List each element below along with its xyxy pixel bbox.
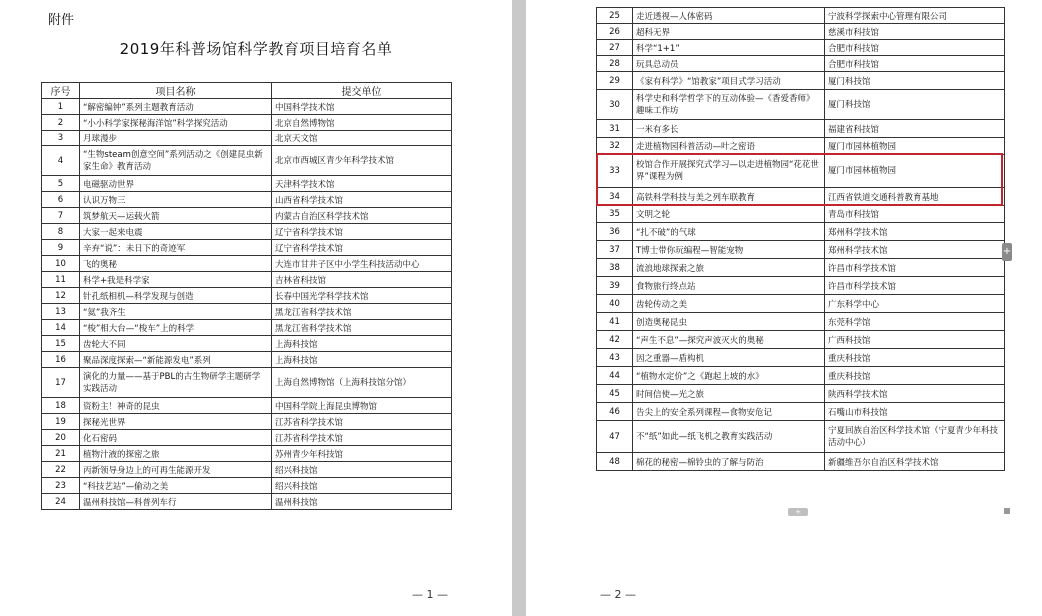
row-project-name: 因之重器—盾构机 bbox=[633, 349, 825, 367]
row-unit: 大连市甘井子区中小学生科技活动中心 bbox=[272, 256, 452, 272]
table-row bbox=[42, 336, 452, 352]
row-project-name: 筑梦航天—运载火箭 bbox=[80, 208, 272, 224]
row-index: 15 bbox=[42, 336, 80, 352]
row-unit: 中国科学技术馆 bbox=[272, 99, 452, 115]
header-project-name: 项目名称 bbox=[80, 83, 272, 99]
row-unit: 中国科学院上海昆虫博物馆 bbox=[272, 398, 452, 414]
row-unit: 广西科技馆 bbox=[825, 331, 1005, 349]
row-project-name: 资粉主！神奇的昆虫 bbox=[80, 398, 272, 414]
row-unit: 苏州青少年科技馆 bbox=[272, 446, 452, 462]
row-index: 4 bbox=[42, 146, 80, 176]
row-unit: 福建省科技馆 bbox=[825, 120, 1005, 138]
row-unit: 北京自然博物馆 bbox=[272, 115, 452, 131]
row-index: 34 bbox=[597, 188, 633, 206]
project-table-page-2 bbox=[596, 7, 1005, 471]
row-unit: 石嘴山市科技馆 bbox=[825, 403, 1005, 421]
row-project-name: 一米有多长 bbox=[633, 120, 825, 138]
row-project-name: 食物旅行终点站 bbox=[633, 277, 825, 295]
row-project-name: 认识万物三 bbox=[80, 192, 272, 208]
row-project-name: 齿轮传动之美 bbox=[633, 295, 825, 313]
row-unit: 宁夏回族自治区科学技术馆（宁夏青少年科技活动中心） bbox=[825, 421, 1005, 453]
page-resize-handle[interactable]: + bbox=[788, 508, 808, 516]
row-project-name: 科学史和科学哲学下的互动体验—《香爱香师》趣味工作坊 bbox=[633, 90, 825, 120]
row-index: 28 bbox=[597, 56, 633, 72]
document-page-1 bbox=[0, 0, 512, 616]
row-unit: 重庆科技馆 bbox=[825, 349, 1005, 367]
table-row bbox=[42, 352, 452, 368]
table-row bbox=[42, 446, 452, 462]
row-project-name: 高铁科学科技与美之列车联教育 bbox=[633, 188, 825, 206]
row-index: 22 bbox=[42, 462, 80, 478]
table-row bbox=[42, 320, 452, 336]
page-number: — 2 — bbox=[600, 588, 636, 601]
row-project-name: 植物汁液的探密之旅 bbox=[80, 446, 272, 462]
row-unit: 许昌市科学技术馆 bbox=[825, 277, 1005, 295]
table-row bbox=[42, 462, 452, 478]
row-index: 7 bbox=[42, 208, 80, 224]
row-index: 8 bbox=[42, 224, 80, 240]
row-index: 35 bbox=[597, 206, 633, 223]
table-row bbox=[597, 295, 1005, 313]
row-index: 41 bbox=[597, 313, 633, 331]
row-index: 33 bbox=[597, 155, 633, 188]
row-index: 13 bbox=[42, 304, 80, 320]
row-index: 25 bbox=[597, 8, 633, 24]
row-project-name: 走近透视—人体密码 bbox=[633, 8, 825, 24]
row-index: 45 bbox=[597, 385, 633, 403]
row-unit: 郑州科学技术馆 bbox=[825, 241, 1005, 259]
row-index: 31 bbox=[597, 120, 633, 138]
row-index: 38 bbox=[597, 259, 633, 277]
row-index: 16 bbox=[42, 352, 80, 368]
row-index: 17 bbox=[42, 368, 80, 398]
row-unit: 辽宁省科学技术馆 bbox=[272, 224, 452, 240]
row-index: 32 bbox=[597, 138, 633, 155]
row-project-name: “生物steam创意空间”系列活动之《创建昆虫新家生命》教育活动 bbox=[80, 146, 272, 176]
table-row bbox=[42, 288, 452, 304]
table-row bbox=[42, 368, 452, 398]
row-project-name: “梭”相大台—“梭车”上的科学 bbox=[80, 320, 272, 336]
row-unit: 上海自然博物馆（上海科技馆分馆） bbox=[272, 368, 452, 398]
row-project-name: 流浪地球探索之旅 bbox=[633, 259, 825, 277]
table-row bbox=[597, 349, 1005, 367]
row-unit: 厦门科技馆 bbox=[825, 90, 1005, 120]
table-row bbox=[597, 155, 1005, 188]
table-row bbox=[597, 385, 1005, 403]
row-index: 43 bbox=[597, 349, 633, 367]
table-row bbox=[597, 367, 1005, 385]
row-project-name: 化石密码 bbox=[80, 430, 272, 446]
row-unit: 山西省科学技术馆 bbox=[272, 192, 452, 208]
row-unit: 郑州科学技术馆 bbox=[825, 223, 1005, 241]
row-project-name: 告尖上的安全系列课程—食物安危记 bbox=[633, 403, 825, 421]
row-index: 46 bbox=[597, 403, 633, 421]
row-project-name: 科学“1+1” bbox=[633, 40, 825, 56]
row-index: 20 bbox=[42, 430, 80, 446]
row-index: 39 bbox=[597, 277, 633, 295]
row-index: 5 bbox=[42, 176, 80, 192]
page-number: — 1 — bbox=[412, 588, 448, 601]
row-unit: 辽宁省科学技术馆 bbox=[272, 240, 452, 256]
row-project-name: 《家有科学》“馆教家”项目式学习活动 bbox=[633, 72, 825, 90]
table-row bbox=[597, 421, 1005, 453]
table-row bbox=[42, 115, 452, 131]
row-index: 21 bbox=[42, 446, 80, 462]
row-unit: 吉林省科技馆 bbox=[272, 272, 452, 288]
row-project-name: 演化的力量——基于PBL的古生物研学主题研学实践活动 bbox=[80, 368, 272, 398]
row-unit: 黑龙江省科学技术馆 bbox=[272, 320, 452, 336]
side-panel-toggle[interactable]: + bbox=[1002, 243, 1012, 261]
row-project-name: 时间信使—光之旅 bbox=[633, 385, 825, 403]
row-unit: 江苏省科学技术馆 bbox=[272, 430, 452, 446]
row-unit: 宁波科学探索中心管理有限公司 bbox=[825, 8, 1005, 24]
row-project-name: 丙新领导身边上的可再生能源开发 bbox=[80, 462, 272, 478]
row-index: 23 bbox=[42, 478, 80, 494]
row-project-name: 辛弃“说”：未日下的奇迹军 bbox=[80, 240, 272, 256]
table-row bbox=[42, 494, 452, 510]
row-project-name: 飞的奥秘 bbox=[80, 256, 272, 272]
table-row bbox=[597, 453, 1005, 471]
row-unit: 青岛市科技馆 bbox=[825, 206, 1005, 223]
row-index: 29 bbox=[597, 72, 633, 90]
row-unit: 温州科技馆 bbox=[272, 494, 452, 510]
row-unit: 重庆科技馆 bbox=[825, 367, 1005, 385]
table-row bbox=[597, 90, 1005, 120]
row-project-name: 玩具总动员 bbox=[633, 56, 825, 72]
table-row bbox=[42, 304, 452, 320]
row-project-name: 超科无界 bbox=[633, 24, 825, 40]
table-row bbox=[42, 208, 452, 224]
table-row bbox=[597, 259, 1005, 277]
row-index: 37 bbox=[597, 241, 633, 259]
row-unit: 上海科技馆 bbox=[272, 336, 452, 352]
table-row bbox=[42, 272, 452, 288]
header-index: 序号 bbox=[42, 83, 80, 99]
row-project-name: 校馆合作开展探究式学习—以走进植物园“花花世界”课程为例 bbox=[633, 155, 825, 188]
row-index: 18 bbox=[42, 398, 80, 414]
row-unit: 新疆维吾尔自治区科学技术馆 bbox=[825, 453, 1005, 471]
table-row bbox=[597, 188, 1005, 206]
row-project-name: 针孔纸相机—科学发现与创造 bbox=[80, 288, 272, 304]
table-row bbox=[597, 40, 1005, 56]
row-index: 10 bbox=[42, 256, 80, 272]
table-row bbox=[42, 478, 452, 494]
row-index: 36 bbox=[597, 223, 633, 241]
row-index: 27 bbox=[597, 40, 633, 56]
row-project-name: 月球漫步 bbox=[80, 131, 272, 146]
table-row bbox=[597, 277, 1005, 295]
row-unit: 黑龙江省科学技术馆 bbox=[272, 304, 452, 320]
row-unit: 北京市西城区青少年科学技术馆 bbox=[272, 146, 452, 176]
row-index: 11 bbox=[42, 272, 80, 288]
project-table-page-1 bbox=[41, 82, 452, 510]
header-unit: 提交单位 bbox=[272, 83, 452, 99]
row-project-name: “小小科学家探秘海洋馆”科学探究活动 bbox=[80, 115, 272, 131]
table-row bbox=[597, 331, 1005, 349]
row-unit: 东莞科学馆 bbox=[825, 313, 1005, 331]
attachment-label: 附件 bbox=[48, 13, 75, 28]
row-unit: 江苏省科学技术馆 bbox=[272, 414, 452, 430]
row-unit: 长春中国光学科学技术馆 bbox=[272, 288, 452, 304]
row-unit: 江西省铁道交通科普教育基地 bbox=[825, 188, 1005, 206]
row-project-name: “扎不破”的气球 bbox=[633, 223, 825, 241]
row-index: 19 bbox=[42, 414, 80, 430]
table-row bbox=[597, 206, 1005, 223]
row-project-name: 齿轮大不同 bbox=[80, 336, 272, 352]
row-index: 24 bbox=[42, 494, 80, 510]
row-index: 42 bbox=[597, 331, 633, 349]
row-unit: 厦门市园林植物园 bbox=[825, 155, 1005, 188]
row-index: 26 bbox=[597, 24, 633, 40]
row-project-name: “解密编钟”系列主题教育活动 bbox=[80, 99, 272, 115]
row-index: 47 bbox=[597, 421, 633, 453]
table-row bbox=[42, 256, 452, 272]
table-row bbox=[597, 8, 1005, 24]
row-index: 3 bbox=[42, 131, 80, 146]
table-row bbox=[42, 192, 452, 208]
row-unit: 合肥市科技馆 bbox=[825, 56, 1005, 72]
row-unit: 绍兴科技馆 bbox=[272, 478, 452, 494]
table-row bbox=[597, 120, 1005, 138]
row-unit: 广东科学中心 bbox=[825, 295, 1005, 313]
row-project-name: 电磁驱动世界 bbox=[80, 176, 272, 192]
row-unit: 许昌市科学技术馆 bbox=[825, 259, 1005, 277]
table-row bbox=[42, 99, 452, 115]
table-row bbox=[597, 138, 1005, 155]
row-unit: 北京天文馆 bbox=[272, 131, 452, 146]
table-row bbox=[597, 403, 1005, 421]
row-project-name: 文明之轮 bbox=[633, 206, 825, 223]
row-project-name: 探秘光世界 bbox=[80, 414, 272, 430]
table-row bbox=[597, 241, 1005, 259]
row-unit: 合肥市科技馆 bbox=[825, 40, 1005, 56]
table-row bbox=[597, 223, 1005, 241]
table-row bbox=[597, 313, 1005, 331]
table-row bbox=[597, 72, 1005, 90]
row-index: 2 bbox=[42, 115, 80, 131]
table-header-row bbox=[42, 83, 452, 99]
row-project-name: 科学+我是科学家 bbox=[80, 272, 272, 288]
row-project-name: 创造奥秘昆虫 bbox=[633, 313, 825, 331]
row-index: 14 bbox=[42, 320, 80, 336]
row-index: 1 bbox=[42, 99, 80, 115]
table-row bbox=[42, 176, 452, 192]
row-project-name: “科技艺站”—偷动之美 bbox=[80, 478, 272, 494]
row-project-name: T博士带你玩编程—智能宠物 bbox=[633, 241, 825, 259]
table-row bbox=[42, 414, 452, 430]
row-project-name: “声生不息”—探究声波灭火的奥秘 bbox=[633, 331, 825, 349]
row-unit: 内蒙古自治区科学技术馆 bbox=[272, 208, 452, 224]
row-unit: 厦门市园林植物园 bbox=[825, 138, 1005, 155]
table-row bbox=[42, 240, 452, 256]
table-row bbox=[597, 24, 1005, 40]
row-unit: 慈溪市科技馆 bbox=[825, 24, 1005, 40]
row-index: 12 bbox=[42, 288, 80, 304]
row-unit: 天津科学技术馆 bbox=[272, 176, 452, 192]
corner-handle[interactable] bbox=[1004, 508, 1010, 514]
table-row bbox=[42, 131, 452, 146]
row-project-name: 聚品深度探索—“新能源发电”系列 bbox=[80, 352, 272, 368]
row-project-name: “植物水定价”之《跑起上坡的水》 bbox=[633, 367, 825, 385]
row-index: 44 bbox=[597, 367, 633, 385]
row-index: 9 bbox=[42, 240, 80, 256]
document-title: 2019年科普场馆科学教育项目培育名单 bbox=[119, 40, 393, 58]
row-unit: 厦门科技馆 bbox=[825, 72, 1005, 90]
table-row bbox=[42, 398, 452, 414]
table-row bbox=[42, 224, 452, 240]
row-project-name: 大家一起来电震 bbox=[80, 224, 272, 240]
table-row bbox=[597, 56, 1005, 72]
table-row bbox=[42, 430, 452, 446]
row-project-name: “氦”我齐生 bbox=[80, 304, 272, 320]
row-project-name: 走进植物园科普活动—叶之密语 bbox=[633, 138, 825, 155]
row-unit: 绍兴科技馆 bbox=[272, 462, 452, 478]
row-index: 6 bbox=[42, 192, 80, 208]
row-unit: 上海科技馆 bbox=[272, 352, 452, 368]
row-project-name: 不“纸”如此—纸飞机之教育实践活动 bbox=[633, 421, 825, 453]
table-row bbox=[42, 146, 452, 176]
row-unit: 陕西科学技术馆 bbox=[825, 385, 1005, 403]
page-gutter bbox=[512, 0, 526, 616]
row-index: 30 bbox=[597, 90, 633, 120]
row-project-name: 温州科技馆—科普列车行 bbox=[80, 494, 272, 510]
row-project-name: 棉花的秘密—棉铃虫的了解与防治 bbox=[633, 453, 825, 471]
row-index: 48 bbox=[597, 453, 633, 471]
row-index: 40 bbox=[597, 295, 633, 313]
